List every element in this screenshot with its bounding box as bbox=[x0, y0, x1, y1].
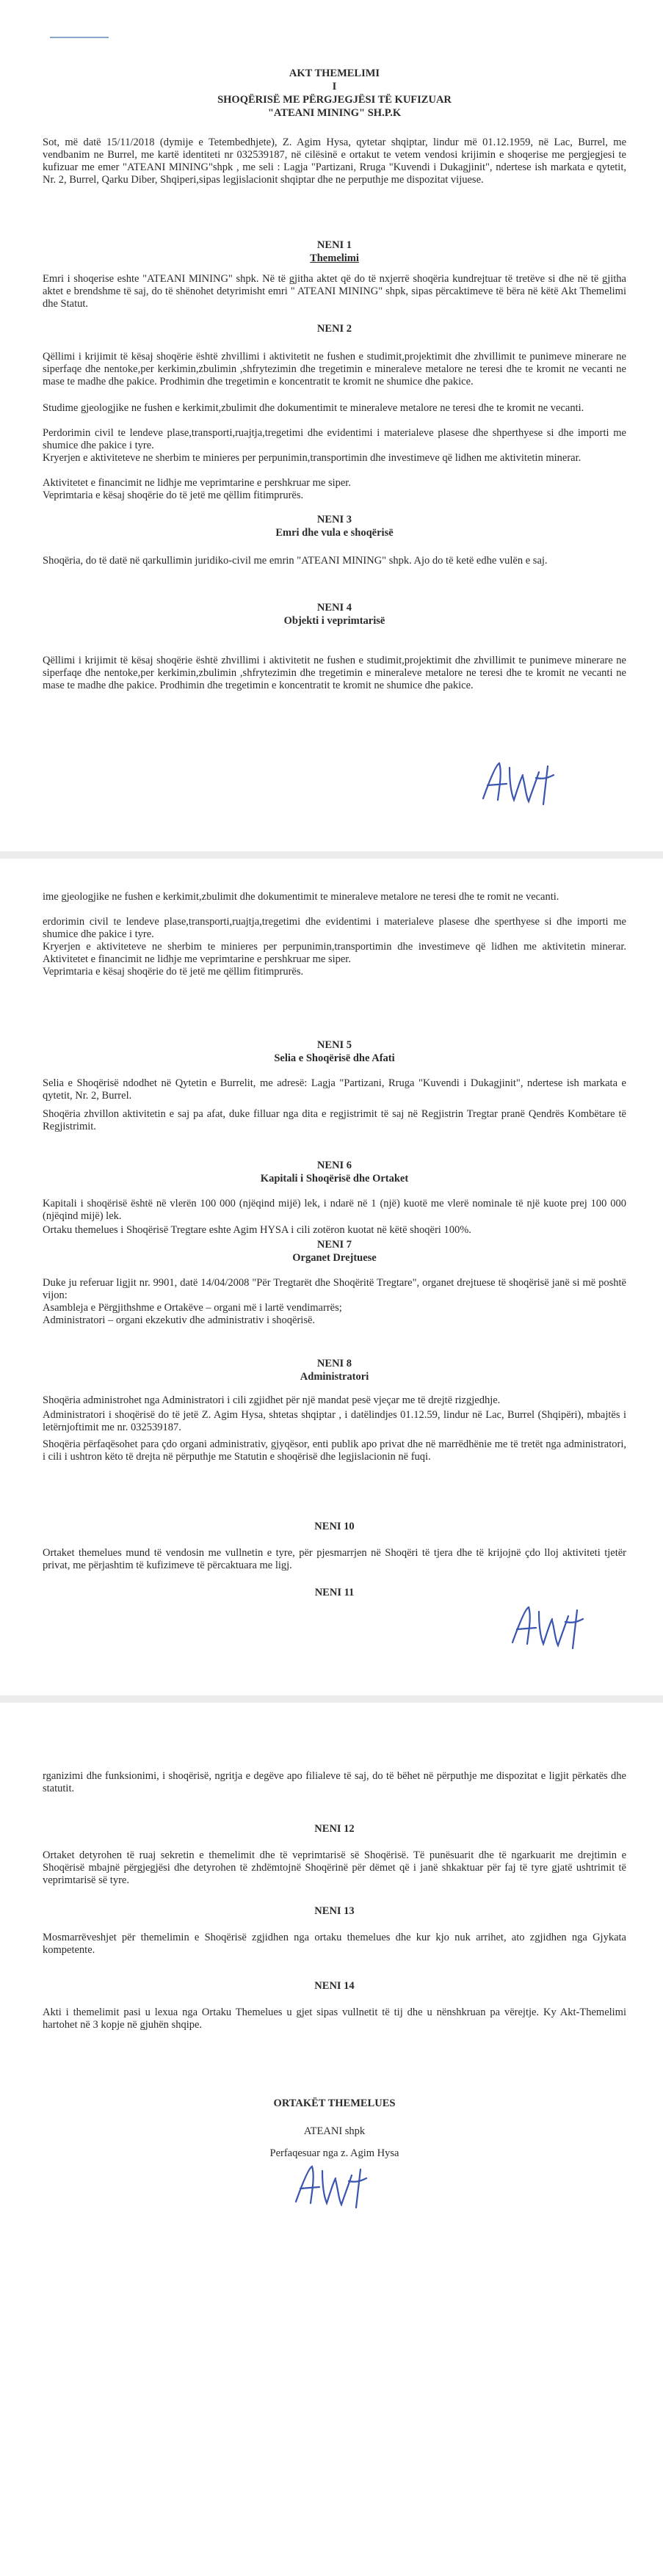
continued-paragraph-1: rganizimi dhe funksionimi, i shoqërisë, ngritja e degëve apo filialeve të saj, do të bëhet në përputhje me dispozitat e ligjit përkatës dhe statutit. bbox=[43, 1770, 626, 1794]
title-line-3: SHOQËRISË ME PËRGJEGJËSI TË KUFIZUAR bbox=[217, 94, 452, 106]
page-gap bbox=[0, 851, 663, 859]
continued-paragraph-1: ime gjeologjike ne fushen e kerkimit,zbulimit dhe dokumentimit te mineraleve metalore ne teresi dhe te romit ne vecanti. bbox=[43, 891, 559, 903]
neni-1-heading: NENI 1 bbox=[316, 239, 352, 251]
neni-4-heading: NENI 4 bbox=[316, 602, 352, 614]
neni-5-subheading: Selia e Shoqërisë dhe Afati bbox=[274, 1052, 395, 1064]
document-page-3 bbox=[0, 1703, 663, 2576]
page-gap bbox=[0, 1695, 663, 1703]
neni-12-text: Ortaket detyrohen të ruaj sekretin e themelimit dhe të veprimtarisë së Shoqërisë. Të punësuarit dhe të ngarkuarit me drejtimin e Shoqërisë mbajnë përgjegjësi dhe detyrohen të zhdëmtojnë Shoqërinë për dëmet që i janë shkaktuar për faj të tyre gjatë ushtrimit të veprimtarisë së tyre. bbox=[43, 1849, 626, 1886]
neni-1-subheading: Themelimi bbox=[310, 252, 359, 264]
neni-7-subheading: Organet Drejtuese bbox=[292, 1252, 377, 1264]
neni-11-heading: NENI 11 bbox=[314, 1587, 355, 1598]
title-line-4: "ATEANI MINING" SH.P.K bbox=[267, 107, 402, 119]
neni-14-heading: NENI 14 bbox=[314, 1980, 355, 1992]
signature-image bbox=[290, 2159, 378, 2211]
document-page-2 bbox=[0, 859, 663, 1695]
continued-paragraph-4: Veprimtaria e kësaj shoqërie do të jetë me qëllim fitimprurës. bbox=[43, 966, 304, 978]
neni-6-paragraph-2: Ortaku themelues i Shoqërisë Tregtare eshte Agim HYSA i cili zotëron kuotat në këtë shoqëri 100%. bbox=[43, 1224, 471, 1236]
neni-3-heading: NENI 3 bbox=[316, 514, 352, 525]
neni-10-text: Ortaket themelues mund të vendosin me vullnetin e tyre, për pjesmarrjen në Shoqëri të tjera dhe të krijojnë çdo lloj aktiviteti tjetër privat, me përjashtim të kufizimeve të përcaktuara me ligj. bbox=[43, 1547, 626, 1571]
neni-6-heading: NENI 6 bbox=[316, 1160, 352, 1171]
neni-2-paragraph-4: Kryerjen e aktiviteteve ne sherbim te minieres per perpunimin,transportimin dhe investimeve që lidhen me aktivitetin minerar. bbox=[43, 452, 582, 464]
neni-8-paragraph-3: Shoqëria përfaqësohet para çdo organi administrativ, gjyqësor, enti publik apo privat dhe në marrëdhënie me të tretët nga administratori, i cili i ushtron këto të drejta në përputhje me Statutin e shoqërisë dhe legjislacionin në fuqi. bbox=[43, 1438, 626, 1463]
page-corner-mark bbox=[50, 37, 109, 38]
neni-10-heading: NENI 10 bbox=[314, 1521, 355, 1532]
neni-2-paragraph-6: Veprimtaria e kësaj shoqërie do të jetë me qëllim fitimprurës. bbox=[43, 490, 304, 501]
company-name: ATEANI shpk bbox=[303, 2125, 366, 2137]
neni-13-heading: NENI 13 bbox=[314, 1905, 355, 1917]
neni-2-heading: NENI 2 bbox=[316, 323, 352, 335]
neni-7-paragraph-3: Administratori – organi ekzekutiv dhe administrativ i shoqërisë. bbox=[43, 1314, 316, 1326]
title-line-2: I bbox=[332, 81, 337, 92]
neni-5-paragraph-1: Selia e Shoqërisë ndodhet në Qytetin e Burrelit, me adresë: Lagja "Partizani, Rruga "Kuvendi i Dukagjinit", ndertese ish markata e qytetit, Nr. 2, Burrel. bbox=[43, 1077, 626, 1102]
neni-2-paragraph-1: Qëllimi i krijimit të kësaj shoqërie është zhvillimi i aktivitetit ne fushen e studimit,projektimit dhe zhvillimit te punimeve minerare ne siperfaqe dhe nentoke,per kerkimin,zbulimin ,shfrytezimin dhe tregetimin e mineraleve metalore ne teresi dhe te kromit ne vecanti ne mase te madhe dhe pakice. Prodhimin dhe tregetimin e koncentratit te kromit ne shumice dhe pakice. bbox=[43, 351, 626, 388]
neni-2-paragraph-3: Perdorimin civil te lendeve plase,transporti,ruajtja,tregetimi dhe evidentimi i materialeve plasese dhe shperthyese si dhe importi me shumice dhe pakice i tyre. bbox=[43, 427, 626, 451]
neni-13-text: Mosmarrëveshjet për themelimin e Shoqërisë zgjidhen nga ortaku themelues dhe kur kjo nuk arrihet, ato zgjidhen nga Gjykata kompetente. bbox=[43, 1932, 626, 1956]
continued-paragraph-2: erdorimin civil te lendeve plase,transporti,ruajtja,tregetimi dhe evidentimi i materialeve plasese dhe sperthyese si dhe importi me shumice dhe pakice i tyre. bbox=[43, 916, 626, 940]
neni-8-paragraph-1: Shoqëria administrohet nga Administratori i cili zgjidhet për një mandat pesë vjeçar me të drejtë rizgjedhje. bbox=[43, 1394, 501, 1406]
neni-4-text: Qëllimi i krijimit të kësaj shoqërie është zhvillimi i aktivitetit ne fushen e studimit,projektimit dhe zhvillimit te punimeve minerare ne siperfaqe dhe nentoke,per kerkimin,zbulimin ,shfrytezimin dhe tregetimin e mineraleve metalore ne teresi dhe te kromit ne vecanti ne mase te madhe dhe pakice. Prodhimin dhe tregetimin e koncentratit te kromit ne shumice dhe pakice. bbox=[43, 655, 626, 691]
neni-1-text: Emri i shoqerise eshte "ATEANI MINING" shpk. Në të gjitha aktet që do të nxjerrë shoqëria kundrejtuar të tretëve si dhe në të gjitha aktet e brendshme të saj, do të shënohet detyrimisht emri " ATEANI MINING" shpk, sipas përcaktimeve të bëra në këtë Akt Themelimi dhe Statut. bbox=[43, 273, 626, 310]
signature-image bbox=[477, 756, 565, 807]
neni-2-paragraph-5: Aktivitetet e financimit ne lidhje me veprimtarine e pershkruar me siper. bbox=[43, 477, 351, 489]
founders-heading: ORTAKËT THEMELUES bbox=[273, 2097, 396, 2109]
neni-7-heading: NENI 7 bbox=[316, 1239, 352, 1251]
neni-4-subheading: Objekti i veprimtarisë bbox=[283, 615, 385, 627]
intro-paragraph: Sot, më datë 15/11/2018 (dymije e Tetembedhjete), Z. Agim Hysa, qytetar shqiptar, lindur më 01.12.1959, në Lac, Burrel, me vendbanim ne Burrel, me kartë identiteti nr 032539187, në cilësinë e ortakut te vetem vendosi krijimin e shoqerise me pergjegjesi te kufizuar me emer "ATEANI MINING"shpk , me seli : Lagja "Partizani, Rruga "Kuvendi i Dukagjinit", ndertese ish markata e qytetit, Nr. 2, Burrel, Qarku Diber, Shqiperi,sipas legjislacionit shqiptar dhe ne perputhje me dispozitat vijuese. bbox=[43, 137, 626, 186]
neni-6-subheading: Kapitali i Shoqërisë dhe Ortaket bbox=[260, 1173, 409, 1185]
document-page-1 bbox=[0, 0, 663, 851]
neni-6-paragraph-1: Kapitali i shoqërisë është në vlerën 100 000 (njëqind mijë) lek, i ndarë në 1 (një) kuotë me vlerë nominale të një kuote prej 100 000 (njëqind mijë) lek. bbox=[43, 1198, 626, 1222]
neni-7-paragraph-2: Asambleja e Përgjithshme e Ortakëve – organi më i lartë vendimarrës; bbox=[43, 1302, 342, 1314]
neni-5-heading: NENI 5 bbox=[316, 1039, 352, 1051]
neni-5-paragraph-2: Shoqëria zhvillon aktivitetin e saj pa afat, duke filluar nga dita e regjistrimit të saj në Regjistrin Tregtar pranë Qendrës Kombëtare të Regjistrimit. bbox=[43, 1108, 626, 1132]
represented-by: Perfaqesuar nga z. Agim Hysa bbox=[269, 2147, 399, 2159]
continued-paragraph-3: Kryerjen e aktiviteteve ne sherbim te minieres per perpunimin,transportimin dhe investimeve që lidhen me aktivitetin minerar. Aktivitetet e financimit ne lidhje me veprimtarine e pershkruar me siper. bbox=[43, 941, 626, 965]
neni-7-paragraph-1: Duke ju referuar ligjit nr. 9901, datë 14/04/2008 "Për Tregtarët dhe Shoqëritë Tregtare", organet drejtuese të shoqërisë janë si më poshtë vijon: bbox=[43, 1277, 626, 1301]
neni-12-heading: NENI 12 bbox=[314, 1823, 355, 1835]
neni-8-paragraph-2: Administratori i shoqërisë do të jetë Z. Agim Hysa, shtetas shqiptar , i datëlindjes 01.12.59, lindur në Lac, Burrel (Shqipëri), mbajtës i letërnjoftimit me nr. 032539187. bbox=[43, 1409, 626, 1433]
neni-3-subheading: Emri dhe vula e shoqërisë bbox=[275, 527, 394, 539]
signature-image bbox=[507, 1600, 595, 1651]
neni-8-subheading: Administratori bbox=[300, 1371, 369, 1383]
neni-2-paragraph-2: Studime gjeologjike ne fushen e kerkimit,zbulimit dhe dokumentimit te mineraleve metalore ne teresi dhe te kromit ne vecanti. bbox=[43, 402, 584, 414]
neni-8-heading: NENI 8 bbox=[316, 1358, 352, 1369]
neni-14-text: Akti i themelimit pasi u lexua nga Ortaku Themelues u gjet sipas vullnetit të tij dhe u nënshkruan pa vërejtje. Ky Akt-Themelimi hartohet në 3 kopje në gjuhën shqipe. bbox=[43, 2006, 626, 2031]
title-line-1: AKT THEMELIMI bbox=[289, 68, 380, 79]
neni-3-text: Shoqëria, do të datë në qarkullimin juridiko-civil me emrin "ATEANI MINING" shpk. Ajo do të ketë edhe vulën e saj. bbox=[43, 555, 548, 567]
